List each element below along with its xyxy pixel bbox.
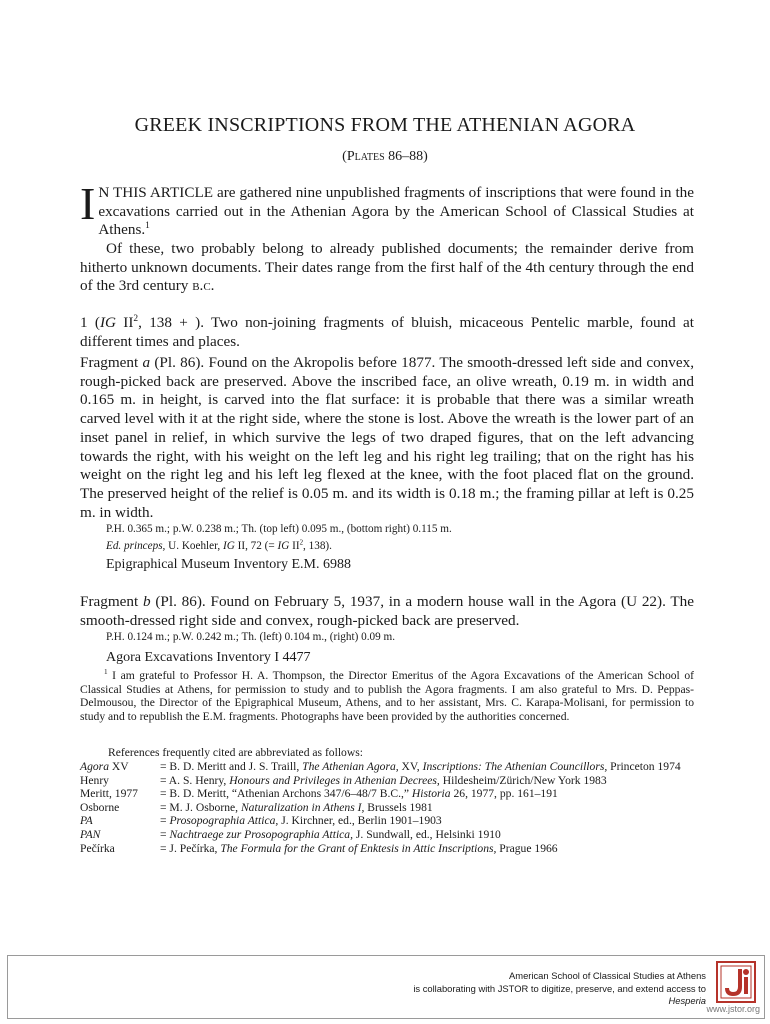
references-list: [80, 760, 694, 855]
intro-paragraph-2: Of these, two probably belong to already published documents; the remainder derive from hitherto unknown documents. Their dates range from the first half of the 4th century through the end of the 3rd century b.c.: [80, 240, 694, 295]
fragment-a-measurements: P.H. 0.365 m.; p.W. 0.238 m.; Th. (top left) 0.095 m., (bottom right) 0.115 m.: [106, 523, 452, 535]
banner-line-2: is collaborating with JSTOR to digitize, preserve, and extend access to: [413, 982, 706, 994]
reference-row: [80, 814, 694, 828]
intro-paragraph-1: I N THIS ARTICLE are gathered nine unpublished fragments of inscriptions that were found in the excavations carried out in the Athenian Agora by the American School of Classical Studies at Athens.$^1$: [80, 178, 694, 239]
reference-value: = B. D. Meritt, “Athenian Archons 347/6–48/7 B.C.,” Historia 26, 1977, pp. 161–191: [160, 787, 558, 801]
reference-row: [80, 760, 694, 774]
reference-value: = Nachtraege zur Prosopographia Attica, J. Sundwall, ed., Helsinki 1910: [160, 827, 501, 841]
banner-line-1: American School of Classical Studies at Athens: [509, 970, 706, 981]
fragment-b-measurements: P.H. 0.124 m.; p.W. 0.242 m.; Th. (left) 0.104 m., (right) 0.09 m.: [106, 631, 395, 643]
reference-key: Osborne: [80, 800, 120, 814]
reference-key: Agora XV: [80, 760, 129, 773]
fragment-b-inventory: Agora Excavations Inventory I 4477: [106, 650, 311, 665]
reference-key: Pečírka: [80, 841, 115, 855]
footnote-1: $^1$ I am grateful to Professor H. A. Thompson, the Director Emeritus of the Agora Excavations of the American School of Classical Studies at Athens, for permission to study and to publish the Agora fragments. I am also grateful to Mrs. D. Peppas-Delmousou, the Director of the Epigraphical Museum, Athens, and to her assistant, Mrs. C. Karapa-Molisani, for permission to study and to republish the E.M. fragments. Photographs have been provided by the authorities concerned.: [80, 668, 694, 723]
reference-row: [80, 774, 694, 788]
jstor-banner: [7, 955, 765, 1019]
banner-text: [413, 970, 706, 1008]
fragment-b-description: Fragment b (Pl. 86). Found on February 5, 1937, in a modern house wall in the Agora (U 22). The smooth-dressed right side and convex, rough-picked back are preserved.: [80, 593, 695, 629]
reference-key: PA: [80, 814, 93, 828]
fragment-a-inventory: Epigraphical Museum Inventory E.M. 6988: [106, 557, 351, 572]
reference-key: Henry: [80, 773, 109, 787]
reference-value: = J. Pečírka, The Formula for the Grant of Enktesis in Attic Inscriptions, Prague 1966: [160, 841, 558, 855]
reference-key: PAN: [80, 827, 101, 841]
reference-value: = M. J. Osborne, Naturalization in Athens I, Brussels 1981: [160, 800, 433, 814]
reference-value: = Prosopographia Attica, J. Kirchner, ed., Berlin 1901–1903: [160, 814, 442, 828]
fragment-a-editio-princeps: Ed. princeps, U. Koehler, IG II, 72 (= IG $II^2$, 138).: [106, 538, 332, 552]
plates-reference: (Plates 86–88): [342, 149, 428, 164]
reference-value: = A. S. Henry, Honours and Privileges in Athenian Decrees, Hildesheim/Zürich/New York 1983: [160, 773, 607, 787]
reference-row: [80, 842, 694, 856]
article-title: GREEK INSCRIPTIONS FROM THE ATHENIAN AGORA: [134, 114, 636, 136]
reference-row: [80, 801, 694, 815]
entry-1-heading: 1 (IG $II^2$, 138 + ). Two non-joining fragments of bluish, micaceous Pentelic marble, found at different times and places.: [80, 313, 694, 350]
fragment-a-description: Fragment a (Pl. 86). Found on the Akropolis before 1877. The smooth-dressed left side and convex, rough-picked back are preserved. Above the inscribed face, an olive wreath, 0.19 m. in width and 0.165 m. in height, is carved into the flat surface: it is probable that there was a similar wreath carved level with it at the right side, where the stone is lost. Above the wreath is the lower part of an inset panel in relief, in which survive the legs of two draped figures, that on the left advancing towards the right, with his weight on the left leg and his right leg trailing; that on the right has his weight on the right leg and his left leg flexed at the knee, with the foot placed flat on the ground. The preserved height of the relief is 0.05 m. and its width is 0.18 m.; the framing pillar at left is 0.25 m. in width.: [80, 354, 694, 521]
references-intro: References frequently cited are abbreviated as follows:: [108, 746, 363, 759]
reference-key: Meritt, 1977: [80, 787, 138, 801]
reference-value: = B. D. Meritt and J. S. Traill, The Athenian Agora, XV, Inscriptions: The Athenian Councillors, Princeton 1974: [160, 760, 681, 773]
journal-link[interactable]: Hesperia: [668, 995, 706, 1007]
reference-row: [80, 787, 694, 801]
footnote-number: 1: [104, 668, 108, 677]
plates-label: Plates: [346, 149, 385, 164]
jstor-url[interactable]: www.jstor.org: [706, 1004, 760, 1014]
drop-cap: I: [80, 178, 96, 229]
reference-row: [80, 828, 694, 842]
footnote-marker[interactable]: 1: [145, 221, 150, 232]
jstor-logo-icon[interactable]: [716, 961, 756, 1003]
